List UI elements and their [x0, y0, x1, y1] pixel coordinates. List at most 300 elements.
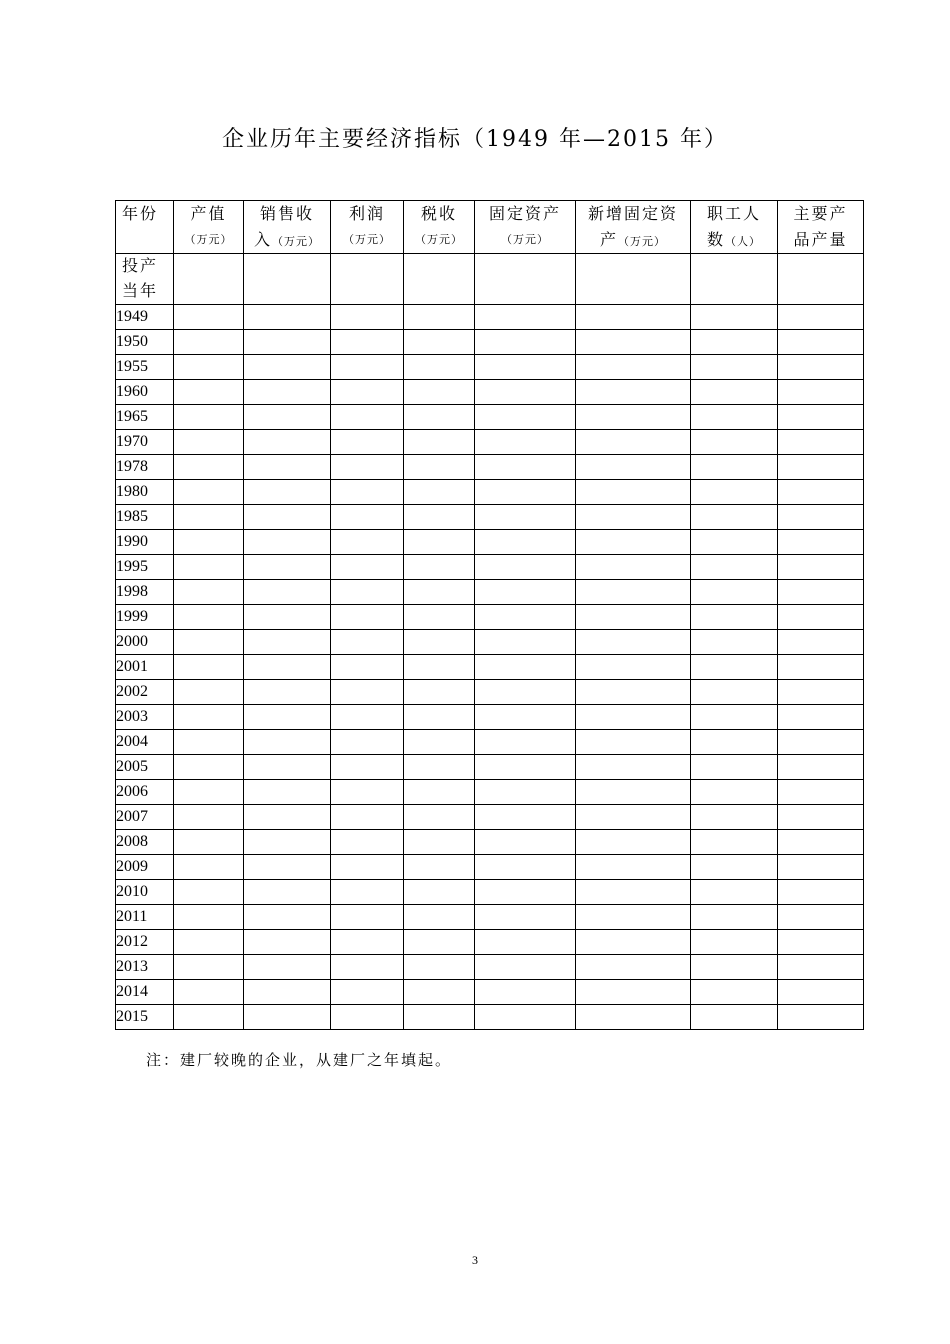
- table-cell[interactable]: [174, 580, 244, 605]
- table-cell[interactable]: [778, 655, 864, 680]
- table-cell[interactable]: [475, 254, 576, 305]
- table-cell[interactable]: [475, 880, 576, 905]
- header-main-product-output: 主要产 品产量: [778, 201, 864, 254]
- table-cell[interactable]: [174, 1005, 244, 1030]
- table-cell[interactable]: [691, 505, 778, 530]
- table-cell[interactable]: [244, 830, 331, 855]
- table-cell[interactable]: [691, 530, 778, 555]
- table-cell[interactable]: [404, 455, 475, 480]
- table-cell[interactable]: [475, 955, 576, 980]
- table-cell[interactable]: [244, 380, 331, 405]
- table-cell[interactable]: [475, 780, 576, 805]
- table-cell[interactable]: [331, 705, 404, 730]
- table-cell[interactable]: [174, 480, 244, 505]
- table-cell[interactable]: [778, 580, 864, 605]
- table-cell[interactable]: [174, 705, 244, 730]
- table-row: [116, 705, 864, 730]
- table-cell[interactable]: [475, 505, 576, 530]
- row-label-year: 2003: [116, 705, 174, 730]
- table-cell[interactable]: [404, 680, 475, 705]
- row-label-year: 1990: [116, 530, 174, 555]
- table-cell[interactable]: [404, 855, 475, 880]
- table-cell[interactable]: [778, 530, 864, 555]
- table-cell[interactable]: [778, 405, 864, 430]
- table-cell[interactable]: [244, 980, 331, 1005]
- table-cell[interactable]: [244, 330, 331, 355]
- row-label-year: 2004: [116, 730, 174, 755]
- table-cell[interactable]: [576, 330, 691, 355]
- table-cell[interactable]: [691, 930, 778, 955]
- table-cell[interactable]: [404, 880, 475, 905]
- table-cell[interactable]: [174, 505, 244, 530]
- table-row: [116, 380, 864, 405]
- table-cell[interactable]: [404, 780, 475, 805]
- table-cell[interactable]: [244, 905, 331, 930]
- table-row: [116, 430, 864, 455]
- table-cell[interactable]: [778, 880, 864, 905]
- row-label-year: 1998: [116, 580, 174, 605]
- table-cell[interactable]: [778, 955, 864, 980]
- table-cell[interactable]: [778, 980, 864, 1005]
- table-cell[interactable]: [404, 605, 475, 630]
- table-cell[interactable]: [244, 605, 331, 630]
- table-row: [116, 555, 864, 580]
- table-cell[interactable]: [576, 455, 691, 480]
- table-cell[interactable]: [404, 355, 475, 380]
- row-label-year: 2015: [116, 1005, 174, 1030]
- table-cell[interactable]: [174, 330, 244, 355]
- table-cell[interactable]: [576, 505, 691, 530]
- table-cell[interactable]: [691, 555, 778, 580]
- table-cell[interactable]: [244, 555, 331, 580]
- table-cell[interactable]: [691, 905, 778, 930]
- table-cell[interactable]: [331, 305, 404, 330]
- table-cell[interactable]: [475, 930, 576, 955]
- table-row: [116, 330, 864, 355]
- table-cell[interactable]: [404, 330, 475, 355]
- table-cell[interactable]: [244, 805, 331, 830]
- table-cell[interactable]: [778, 730, 864, 755]
- table-cell[interactable]: [404, 630, 475, 655]
- table-cell[interactable]: [778, 755, 864, 780]
- table-cell[interactable]: [778, 830, 864, 855]
- table-cell[interactable]: [778, 555, 864, 580]
- table-cell[interactable]: [174, 905, 244, 930]
- table-cell[interactable]: [691, 805, 778, 830]
- table-row: [116, 505, 864, 530]
- row-label-year: 1950: [116, 330, 174, 355]
- table-cell[interactable]: [576, 630, 691, 655]
- table-cell[interactable]: [404, 955, 475, 980]
- table-cell[interactable]: [404, 580, 475, 605]
- table-cell[interactable]: [778, 430, 864, 455]
- table-cell[interactable]: [331, 780, 404, 805]
- table-row: [116, 855, 864, 880]
- table-cell[interactable]: [475, 655, 576, 680]
- table-cell[interactable]: [778, 805, 864, 830]
- table-cell[interactable]: [576, 530, 691, 555]
- table-cell[interactable]: [244, 1005, 331, 1030]
- table-cell[interactable]: [475, 855, 576, 880]
- table-cell[interactable]: [331, 580, 404, 605]
- table-cell[interactable]: [174, 980, 244, 1005]
- table-cell[interactable]: [244, 630, 331, 655]
- table-cell[interactable]: [174, 530, 244, 555]
- table-cell[interactable]: [174, 430, 244, 455]
- row-label-year: 1978: [116, 455, 174, 480]
- table-cell[interactable]: [691, 755, 778, 780]
- table-cell[interactable]: [174, 405, 244, 430]
- row-label-year: 1995: [116, 555, 174, 580]
- table-cell[interactable]: [475, 380, 576, 405]
- table-cell[interactable]: [576, 830, 691, 855]
- table-cell[interactable]: [576, 855, 691, 880]
- table-cell[interactable]: [404, 830, 475, 855]
- table-cell[interactable]: [404, 555, 475, 580]
- table-cell[interactable]: [174, 555, 244, 580]
- table-cell[interactable]: [576, 680, 691, 705]
- table-cell[interactable]: [475, 755, 576, 780]
- table-cell[interactable]: [691, 655, 778, 680]
- footnote: 注：建厂较晚的企业，从建厂之年填起。: [146, 1051, 453, 1069]
- table-cell[interactable]: [576, 780, 691, 805]
- table-cell[interactable]: [576, 905, 691, 930]
- table-cell[interactable]: [778, 254, 864, 305]
- table-cell[interactable]: [691, 855, 778, 880]
- table-cell[interactable]: [576, 555, 691, 580]
- table-cell[interactable]: [331, 405, 404, 430]
- table-cell[interactable]: [331, 380, 404, 405]
- table-cell[interactable]: [691, 380, 778, 405]
- table-cell[interactable]: [778, 605, 864, 630]
- table-cell[interactable]: [331, 855, 404, 880]
- table-cell[interactable]: [174, 730, 244, 755]
- table-row: [116, 930, 864, 955]
- table-cell[interactable]: [404, 980, 475, 1005]
- table-cell[interactable]: [691, 705, 778, 730]
- table-cell[interactable]: [174, 830, 244, 855]
- table-cell[interactable]: [691, 580, 778, 605]
- table-cell[interactable]: [331, 355, 404, 380]
- table-cell[interactable]: [691, 1005, 778, 1030]
- table-body: [116, 254, 864, 1030]
- table-cell[interactable]: [691, 405, 778, 430]
- table-cell[interactable]: [404, 380, 475, 405]
- table-cell[interactable]: [475, 805, 576, 830]
- table-cell[interactable]: [691, 830, 778, 855]
- table-cell[interactable]: [691, 430, 778, 455]
- table-cell[interactable]: [174, 380, 244, 405]
- table-cell[interactable]: [331, 455, 404, 480]
- table-cell[interactable]: [475, 430, 576, 455]
- table-cell[interactable]: [331, 680, 404, 705]
- table-cell[interactable]: [244, 455, 331, 480]
- table-cell[interactable]: [331, 1005, 404, 1030]
- table-cell[interactable]: [331, 480, 404, 505]
- table-cell[interactable]: [475, 555, 576, 580]
- row-label-year: 2001: [116, 655, 174, 680]
- table-cell[interactable]: [576, 805, 691, 830]
- table-cell[interactable]: [778, 930, 864, 955]
- table-cell[interactable]: [778, 455, 864, 480]
- table-header-row: [116, 201, 864, 254]
- table-cell[interactable]: [404, 430, 475, 455]
- table-cell[interactable]: [244, 755, 331, 780]
- table-cell[interactable]: [691, 355, 778, 380]
- row-label-year: 2011: [116, 905, 174, 930]
- row-label-production-start-year: 投产 当年: [116, 254, 174, 305]
- table-cell[interactable]: [576, 380, 691, 405]
- table-cell[interactable]: [778, 330, 864, 355]
- table-row: [116, 480, 864, 505]
- row-label-year: 2006: [116, 780, 174, 805]
- page-title: 企业历年主要经济指标（1949 年—2015 年）: [222, 127, 728, 152]
- table-cell[interactable]: [576, 580, 691, 605]
- table-cell[interactable]: [778, 780, 864, 805]
- table-cell[interactable]: [691, 980, 778, 1005]
- table-cell[interactable]: [174, 755, 244, 780]
- table-row: [116, 805, 864, 830]
- table-cell[interactable]: [475, 405, 576, 430]
- table-cell[interactable]: [475, 530, 576, 555]
- table-cell[interactable]: [475, 830, 576, 855]
- table-cell[interactable]: [404, 755, 475, 780]
- table-cell[interactable]: [778, 855, 864, 880]
- table-cell[interactable]: [331, 955, 404, 980]
- table-cell[interactable]: [404, 805, 475, 830]
- header-year: 年份: [116, 201, 174, 254]
- table-cell[interactable]: [404, 254, 475, 305]
- table-cell[interactable]: [331, 630, 404, 655]
- table-cell[interactable]: [174, 680, 244, 705]
- row-label-year: 2012: [116, 930, 174, 955]
- table-cell[interactable]: [244, 305, 331, 330]
- table-cell[interactable]: [244, 705, 331, 730]
- table-cell[interactable]: [691, 254, 778, 305]
- table-cell[interactable]: [174, 305, 244, 330]
- table-cell[interactable]: [778, 1005, 864, 1030]
- table-cell[interactable]: [691, 305, 778, 330]
- table-cell[interactable]: [576, 305, 691, 330]
- table-cell[interactable]: [691, 780, 778, 805]
- table-cell[interactable]: [576, 355, 691, 380]
- table-cell[interactable]: [331, 555, 404, 580]
- table-row: [116, 980, 864, 1005]
- table-row: [116, 305, 864, 330]
- table-row: [116, 580, 864, 605]
- table-cell[interactable]: [691, 955, 778, 980]
- table-cell[interactable]: [475, 605, 576, 630]
- table-cell[interactable]: [691, 880, 778, 905]
- table-cell[interactable]: [174, 605, 244, 630]
- table-cell[interactable]: [778, 505, 864, 530]
- table-cell[interactable]: [244, 530, 331, 555]
- table-cell[interactable]: [475, 580, 576, 605]
- table-cell[interactable]: [475, 480, 576, 505]
- table-cell[interactable]: [576, 930, 691, 955]
- table-cell[interactable]: [174, 254, 244, 305]
- table-cell[interactable]: [331, 254, 404, 305]
- header-output-value: 产值 （万元）: [174, 201, 244, 254]
- table-cell[interactable]: [576, 755, 691, 780]
- table-cell[interactable]: [244, 580, 331, 605]
- table-cell[interactable]: [174, 855, 244, 880]
- table-row: [116, 955, 864, 980]
- table-cell[interactable]: [576, 480, 691, 505]
- table-cell[interactable]: [778, 630, 864, 655]
- table-cell[interactable]: [475, 730, 576, 755]
- table-cell[interactable]: [244, 254, 331, 305]
- table-cell[interactable]: [691, 480, 778, 505]
- table-cell[interactable]: [331, 730, 404, 755]
- table-cell[interactable]: [244, 930, 331, 955]
- table-cell[interactable]: [244, 955, 331, 980]
- row-label-year: 2014: [116, 980, 174, 1005]
- table-cell[interactable]: [244, 655, 331, 680]
- table-row: [116, 1005, 864, 1030]
- page-number: 3: [472, 1253, 478, 1267]
- header-tax: 税收 （万元）: [404, 201, 475, 254]
- table-cell[interactable]: [576, 730, 691, 755]
- table-cell[interactable]: [331, 605, 404, 630]
- table-cell[interactable]: [576, 655, 691, 680]
- table-cell[interactable]: [174, 455, 244, 480]
- table-row: [116, 755, 864, 780]
- table-cell[interactable]: [475, 305, 576, 330]
- table-cell[interactable]: [576, 705, 691, 730]
- table-row: [116, 905, 864, 930]
- table-row: [116, 730, 864, 755]
- table-cell[interactable]: [576, 1005, 691, 1030]
- table-cell[interactable]: [331, 905, 404, 930]
- table-cell[interactable]: [778, 355, 864, 380]
- table-cell[interactable]: [778, 380, 864, 405]
- table-cell[interactable]: [475, 630, 576, 655]
- table-cell[interactable]: [331, 655, 404, 680]
- table-cell[interactable]: [331, 330, 404, 355]
- table-row: [116, 780, 864, 805]
- table-cell[interactable]: [174, 930, 244, 955]
- table-row: [116, 830, 864, 855]
- table-row: [116, 455, 864, 480]
- table-cell[interactable]: [691, 630, 778, 655]
- table-cell[interactable]: [475, 705, 576, 730]
- table-cell[interactable]: [404, 505, 475, 530]
- table-cell[interactable]: [404, 930, 475, 955]
- table-cell[interactable]: [404, 1005, 475, 1030]
- table-cell[interactable]: [404, 730, 475, 755]
- table-cell[interactable]: [244, 780, 331, 805]
- table-cell[interactable]: [404, 305, 475, 330]
- table-row: [116, 880, 864, 905]
- table-cell[interactable]: [404, 405, 475, 430]
- table-row: [116, 355, 864, 380]
- table-row: [116, 605, 864, 630]
- table-cell[interactable]: [576, 605, 691, 630]
- row-label-year: 1985: [116, 505, 174, 530]
- table-cell[interactable]: [174, 655, 244, 680]
- table-row: [116, 655, 864, 680]
- table-cell[interactable]: [475, 455, 576, 480]
- table-cell[interactable]: [244, 855, 331, 880]
- row-label-year: 1955: [116, 355, 174, 380]
- table-cell[interactable]: [691, 680, 778, 705]
- table-cell[interactable]: [778, 680, 864, 705]
- row-label-year: 1980: [116, 480, 174, 505]
- table-cell[interactable]: [244, 730, 331, 755]
- table-cell[interactable]: [331, 430, 404, 455]
- table-cell[interactable]: [331, 755, 404, 780]
- row-label-year: 2000: [116, 630, 174, 655]
- table-cell[interactable]: [244, 480, 331, 505]
- table-cell[interactable]: [331, 530, 404, 555]
- table-cell[interactable]: [475, 330, 576, 355]
- table-cell[interactable]: [404, 905, 475, 930]
- header-fixed-assets: 固定资产 （万元）: [475, 201, 576, 254]
- table-cell[interactable]: [576, 955, 691, 980]
- table-cell[interactable]: [475, 980, 576, 1005]
- table-cell[interactable]: [331, 830, 404, 855]
- table-cell[interactable]: [475, 1005, 576, 1030]
- table-cell[interactable]: [331, 505, 404, 530]
- table-row: [116, 530, 864, 555]
- row-label-year: 1970: [116, 430, 174, 455]
- table-cell[interactable]: [404, 480, 475, 505]
- table-cell[interactable]: [174, 805, 244, 830]
- table-cell[interactable]: [244, 405, 331, 430]
- table-cell[interactable]: [174, 355, 244, 380]
- header-sales-revenue: 销售收 入（万元）: [244, 201, 331, 254]
- table-cell[interactable]: [174, 780, 244, 805]
- table-cell[interactable]: [576, 880, 691, 905]
- table-cell[interactable]: [475, 680, 576, 705]
- table-cell[interactable]: [174, 955, 244, 980]
- table-cell[interactable]: [174, 630, 244, 655]
- table-cell[interactable]: [174, 880, 244, 905]
- table-cell[interactable]: [244, 355, 331, 380]
- table-cell[interactable]: [576, 430, 691, 455]
- table-cell[interactable]: [691, 730, 778, 755]
- table-cell[interactable]: [404, 530, 475, 555]
- table-cell[interactable]: [331, 980, 404, 1005]
- table-cell[interactable]: [691, 605, 778, 630]
- table-cell[interactable]: [778, 705, 864, 730]
- row-label-year: 1960: [116, 380, 174, 405]
- table-cell[interactable]: [576, 980, 691, 1005]
- economic-indicators-table: [115, 200, 864, 1030]
- table-cell[interactable]: [576, 405, 691, 430]
- table-cell[interactable]: [475, 905, 576, 930]
- table-cell[interactable]: [331, 880, 404, 905]
- row-label-year: 2013: [116, 955, 174, 980]
- table-cell[interactable]: [244, 505, 331, 530]
- table-cell[interactable]: [404, 705, 475, 730]
- table-cell[interactable]: [778, 305, 864, 330]
- table-cell[interactable]: [576, 254, 691, 305]
- table-cell[interactable]: [691, 330, 778, 355]
- table-cell[interactable]: [778, 480, 864, 505]
- table-cell[interactable]: [778, 905, 864, 930]
- table-cell[interactable]: [244, 680, 331, 705]
- table-cell[interactable]: [691, 455, 778, 480]
- row-label-year: 2008: [116, 830, 174, 855]
- table-cell[interactable]: [244, 880, 331, 905]
- table-cell[interactable]: [331, 805, 404, 830]
- table-cell[interactable]: [244, 430, 331, 455]
- table-cell[interactable]: [331, 930, 404, 955]
- table-cell[interactable]: [404, 655, 475, 680]
- table-cell[interactable]: [475, 355, 576, 380]
